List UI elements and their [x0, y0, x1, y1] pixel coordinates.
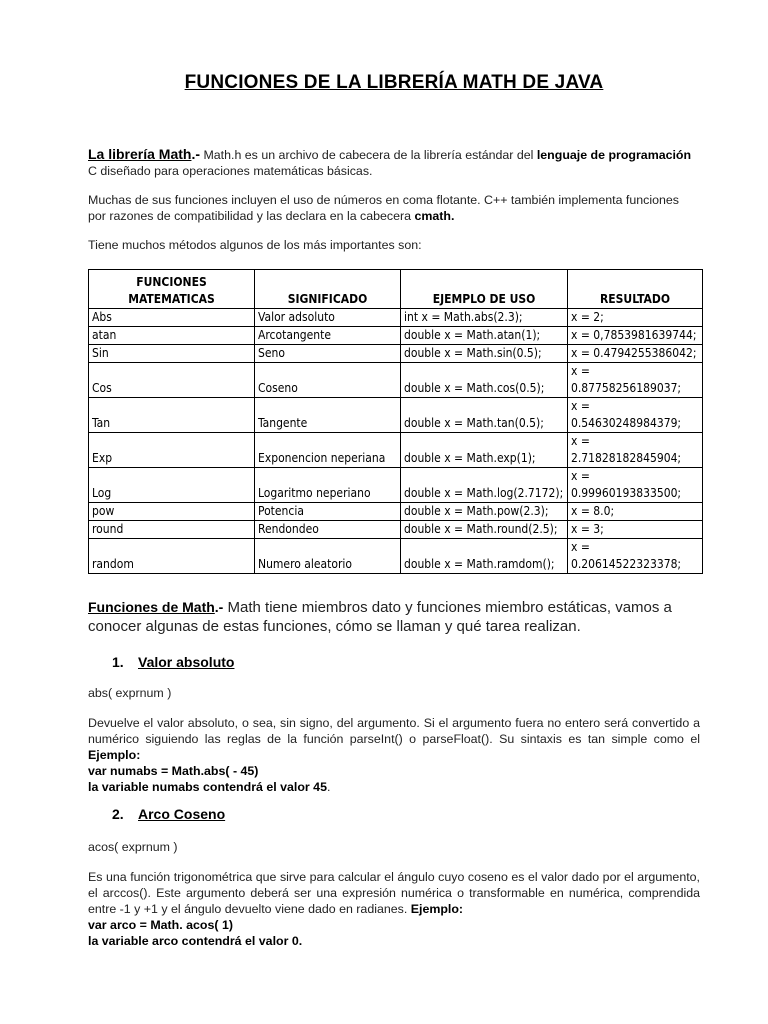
cell-result: x = 0.99960193833500;: [568, 468, 703, 503]
cell-function: pow: [89, 503, 255, 521]
intro-bold-term: lenguaje de programación: [536, 148, 692, 162]
acos-example-result: la variable arco contendrá el valor 0.: [88, 934, 303, 948]
header-example: EJEMPLO DE USO: [401, 270, 568, 309]
cell-example: double x = Math.exp(1);: [401, 433, 568, 468]
table-row: [89, 327, 703, 345]
cell-result: x = 0.4794255386042;: [568, 345, 703, 363]
cell-result: x = 3;: [568, 521, 703, 539]
header-functions: FUNCIONES MATEMATICAS: [89, 270, 255, 309]
cell-example: double x = Math.sin(0.5);: [401, 345, 568, 363]
section-number: 1.: [112, 654, 124, 670]
cell-function: Tan: [89, 398, 255, 433]
acos-example-label: Ejemplo:: [410, 902, 464, 916]
table-row: [89, 521, 703, 539]
section-heading-arco-coseno: [112, 806, 225, 822]
section-number: 2.: [112, 806, 124, 822]
cell-meaning: Tangente: [255, 398, 401, 433]
abs-example-label: Ejemplo:: [88, 748, 141, 762]
cell-meaning: Exponencion neperiana: [255, 433, 401, 468]
cell-result: x = 8.0;: [568, 503, 703, 521]
section-heading-valor-absoluto: [112, 654, 234, 670]
cell-result: x = 2.71828182845904;: [568, 433, 703, 468]
funciones-paragraph: [88, 598, 700, 636]
cell-meaning: Coseno: [255, 363, 401, 398]
section-title: Valor absoluto: [138, 654, 235, 670]
abs-text: Devuelve el valor absoluto, o sea, sin signo, del argumento. Si el argumento fuera no entero será convertido a numérico siguiendo las reglas de la función parseInt() o parseFloat(). Su sintaxis es tan simple como el: [88, 716, 700, 746]
cell-result: x = 0,7853981639744;: [568, 327, 703, 345]
float-paragraph: [88, 192, 700, 224]
cell-example: double x = Math.round(2.5);: [401, 521, 568, 539]
abs-example-result: la variable numabs contendrá el valor 45: [88, 780, 327, 794]
cell-example: double x = Math.tan(0.5);: [401, 398, 568, 433]
cell-function: Cos: [89, 363, 255, 398]
cell-function: round: [89, 521, 255, 539]
abs-example-period: .: [326, 780, 331, 794]
intro-text-2: C diseñado para operaciones matemáticas básicas.: [88, 164, 373, 178]
table-row: [89, 433, 703, 468]
cell-example: double x = Math.ramdom();: [401, 539, 568, 574]
cell-meaning: Numero aleatorio: [255, 539, 401, 574]
page-title: FUNCIONES DE LA LIBRERÍA MATH DE JAVA: [184, 72, 604, 93]
cell-example: double x = Math.log(2.7172);: [401, 468, 568, 503]
cell-meaning: Logaritmo neperiano: [255, 468, 401, 503]
abs-signature: abs( exprnum ): [88, 686, 172, 700]
cell-example: double x = Math.cos(0.5);: [401, 363, 568, 398]
section-title: Arco Coseno: [138, 806, 226, 822]
cell-example: double x = Math.atan(1);: [401, 327, 568, 345]
cell-function: Abs: [89, 309, 255, 327]
cell-result: x = 2;: [568, 309, 703, 327]
acos-description: [88, 869, 700, 949]
abs-example-code: var numabs = Math.abs( - 45): [88, 764, 259, 778]
table-row: [89, 345, 703, 363]
methods-intro: Tiene muchos métodos algunos de los más importantes son:: [88, 238, 422, 252]
cell-function: atan: [89, 327, 255, 345]
intro-paragraph: [88, 146, 700, 179]
cell-example: double x = Math.pow(2.3);: [401, 503, 568, 521]
funciones-lead: Funciones de Math: [88, 599, 215, 615]
cell-function: Exp: [89, 433, 255, 468]
cell-example: int x = Math.abs(2.3);: [401, 309, 568, 327]
funciones-text: Math tiene miembros dato y funciones miembro estáticas, vamos a conocer algunas de estas funciones, cómo se llaman y qué tarea realizan.: [88, 599, 672, 635]
acos-signature: acos( exprnum ): [88, 840, 178, 854]
cell-meaning: Potencia: [255, 503, 401, 521]
cell-result: x = 0.20614522323378;: [568, 539, 703, 574]
abs-description: [88, 715, 700, 795]
intro-lead-dash: .-: [191, 146, 201, 162]
cell-meaning: Seno: [255, 345, 401, 363]
table-row: [89, 503, 703, 521]
cell-function: random: [89, 539, 255, 574]
table-header-row: [89, 270, 703, 309]
cmath-term: cmath.: [414, 209, 455, 223]
table-row: [89, 309, 703, 327]
header-meaning: SIGNIFICADO: [255, 270, 401, 309]
cell-meaning: Arcotangente: [255, 327, 401, 345]
cell-result: x = 0.87758256189037;: [568, 363, 703, 398]
intro-lead: La librería Math: [88, 146, 192, 162]
intro-text-1: Math.h es un archivo de cabecera de la librería estándar del: [200, 148, 537, 162]
float-text: Muchas de sus funciones incluyen el uso de números en coma flotante. C++ también implementa funciones por razones de compatibilidad y las declara en la cabecera: [88, 193, 679, 223]
cell-result: x = 0.54630248984379;: [568, 398, 703, 433]
math-functions-table: [88, 269, 703, 574]
cell-function: Log: [89, 468, 255, 503]
cell-meaning: Rendondeo: [255, 521, 401, 539]
funciones-lead-dash: .-: [214, 599, 224, 615]
table-row: [89, 539, 703, 574]
header-result: RESULTADO: [568, 270, 703, 309]
cell-meaning: Valor adsoluto: [255, 309, 401, 327]
acos-text: Es una función trigonométrica que sirve para calcular el ángulo cuyo coseno es el valor dado por el argumento, el arccos(). Este argumento deberá ser una expresión numérica o transformable en numérica, comprendida entre -1 y +1 y el ángulo devuelto viene dado en radianes.: [88, 870, 700, 916]
table-row: [89, 363, 703, 398]
table-row: [89, 398, 703, 433]
cell-function: Sin: [89, 345, 255, 363]
table-row: [89, 468, 703, 503]
acos-example-code: var arco = Math. acos( 1): [88, 918, 233, 932]
